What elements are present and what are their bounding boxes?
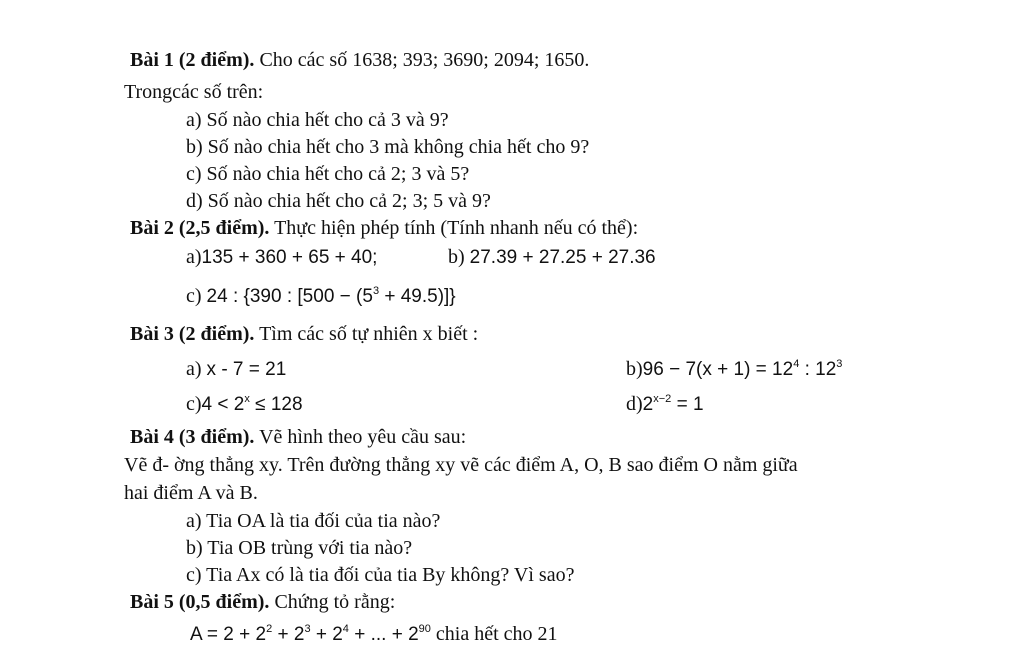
- exercise-3-item-b: [626, 357, 842, 382]
- exercise-5-heading: [130, 590, 395, 614]
- exercise-5-expr-pre: A = 2 + 2: [190, 624, 267, 645]
- exercise-2-c-expr: [207, 286, 456, 307]
- exercise-2-b-label: b): [448, 246, 465, 268]
- exercise-2-c-post: + 49.5)]}: [379, 286, 456, 307]
- exercise-3-c-pre: 4 < 2: [201, 394, 245, 415]
- exercise-5-plus-4: + ... + 2: [348, 624, 419, 645]
- exercise-3-d-pre: 2: [642, 394, 654, 415]
- exercise-3-heading: [130, 322, 478, 346]
- exercise-3-b-expr: [643, 359, 843, 380]
- exercise-3-c-label: c): [186, 393, 202, 415]
- exercise-2-c-pre: 24 : {390 : [500 − (5: [206, 286, 373, 307]
- exercise-3-item-d: [626, 392, 704, 417]
- exercise-1-item-c: c) Số nào chia hết cho cả 2; 3 và 5?: [186, 163, 470, 185]
- exercise-3-a-label: a): [186, 358, 202, 380]
- exercise-2-c-label: c): [186, 285, 202, 307]
- exercise-5-exp-4: 90: [418, 623, 431, 635]
- exercise-4-heading: [130, 425, 466, 449]
- exercise-1-heading: [130, 48, 589, 72]
- exercise-5-statement: [190, 622, 558, 647]
- exercise-4-title: Bài 4 (3 điểm).: [130, 426, 255, 448]
- exercise-2-heading: [130, 216, 638, 240]
- exercise-3-title: Bài 3 (2 điểm).: [130, 323, 255, 345]
- exercise-2-a-expr: 135 + 360 + 65 + 40;: [201, 247, 378, 268]
- exercise-5-plus-3: + 2: [310, 624, 343, 645]
- exercise-5-exp-3: 4: [342, 623, 349, 635]
- exercise-5-expr: [190, 624, 431, 645]
- exercise-1-item-d: d) Số nào chia hết cho cả 2; 3; 5 và 9?: [186, 190, 491, 212]
- exercise-4-line-2: hai điểm A và B.: [124, 482, 258, 504]
- exercise-2-item-c: [186, 284, 456, 309]
- exercise-5-plus-2: + 2: [272, 624, 305, 645]
- exercise-2-item-b: [448, 245, 656, 270]
- exercise-3-b-pre: 96 − 7(x + 1) = 12: [642, 359, 794, 380]
- exercise-2-title: Bài 2 (2,5 điểm).: [130, 217, 270, 239]
- exercise-2-item-a: [186, 245, 377, 270]
- exercise-3-d-expr: [643, 394, 704, 415]
- exercise-4-item-a: a) Tia OA là tia đối của tia nào?: [186, 510, 441, 532]
- exercise-5-exp-2: 3: [304, 623, 311, 635]
- exercise-2-a-label: a): [186, 246, 202, 268]
- exercise-1-title: Bài 1 (2 điểm).: [130, 49, 255, 71]
- exercise-3-b-mid: : 12: [799, 359, 837, 380]
- exercise-2-b-expr: 27.39 + 27.25 + 27.36: [469, 247, 656, 268]
- exercise-3-c-post: ≤ 128: [249, 394, 303, 415]
- exercise-2-text: Thực hiện phép tính (Tính nhanh nếu có thể):: [269, 217, 639, 239]
- exercise-3-text: Tìm các số tự nhiên x biết :: [254, 323, 479, 345]
- exercise-3-c-exp: x: [244, 393, 250, 405]
- exercise-3-item-a: [186, 357, 286, 382]
- exercise-5-text: Chứng tỏ rằng:: [269, 591, 396, 613]
- exercise-3-d-post: = 1: [671, 394, 704, 415]
- exercise-3-b-exp1: 4: [793, 358, 800, 370]
- exercise-3-item-c: [186, 392, 303, 417]
- exercise-3-b-label: b): [626, 358, 643, 380]
- exercise-3-a-expr: x - 7 = 21: [206, 359, 287, 380]
- exercise-5-suffix: chia hết cho 21: [430, 623, 558, 645]
- exercise-5-exp-1: 2: [266, 623, 273, 635]
- exercise-3-b-exp2: 3: [836, 358, 843, 370]
- exercise-1-item-b: b) Số nào chia hết cho 3 mà không chia hết cho 9?: [186, 136, 590, 158]
- exercise-3-c-expr: [202, 394, 303, 415]
- exercise-4-text: Vẽ hình theo yêu cầu sau:: [254, 426, 467, 448]
- exercise-3-d-exp: x−2: [653, 393, 672, 405]
- exercise-3-d-label: d): [626, 393, 643, 415]
- exercise-4-item-c: c) Tia Ax có là tia đối của tia By không? Vì sao?: [186, 564, 575, 586]
- exercise-1-item-a: a) Số nào chia hết cho cả 3 và 9?: [186, 109, 449, 131]
- exercise-4-item-b: b) Tia OB trùng với tia nào?: [186, 537, 413, 559]
- exercise-1-intro: Trongcác số trên:: [124, 81, 264, 103]
- exercise-5-title: Bài 5 (0,5 điểm).: [130, 591, 270, 613]
- exercise-2-c-exp: 3: [372, 285, 380, 297]
- exercise-4-line-1: Vẽ đ- ờng thẳng xy. Trên đường thẳng xy vẽ các điểm A, O, B sao điểm O nằm giữa: [124, 454, 798, 476]
- exercise-1-text: Cho các số 1638; 393; 3690; 2094; 1650.: [254, 49, 590, 71]
